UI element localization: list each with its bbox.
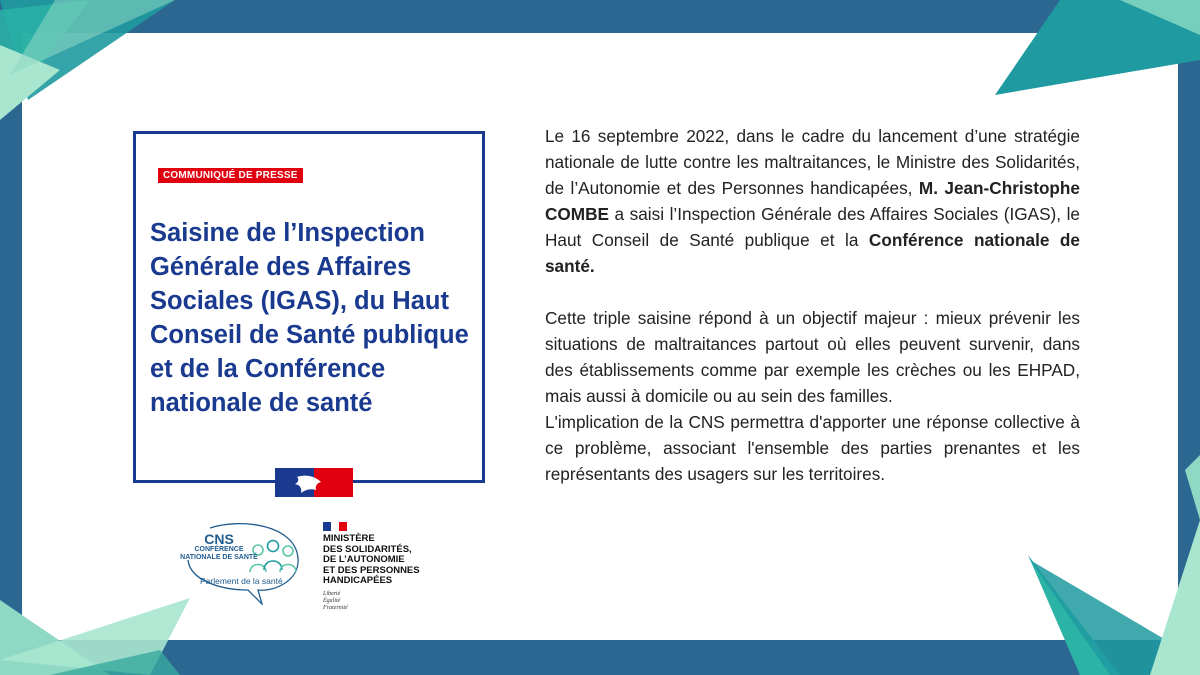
body-text — [545, 123, 1080, 487]
p1-text-a: Le 16 septembre 2022, dans le cadre du lancement d’une stratégie nationale de lutte contre les maltraitances, le Ministre des Solidarités, de l’Autonomie et des Personnes handicapées, — [545, 126, 1080, 198]
cns-abbr: CNS — [204, 531, 234, 547]
press-release-title: Saisine de l’Inspection Générale des Affaires Sociales (IGAS), du Haut Conseil de Santé publique et de la Conférence nationale de santé — [150, 219, 469, 417]
cns-logo — [180, 520, 305, 605]
p1-text-c: a saisi l’Inspection Générale des Affaires Sociales (IGAS), le Haut Conseil de Santé publique et la — [545, 204, 1080, 250]
press-release-badge: COMMUNIQUÉ DE PRESSE — [158, 168, 303, 183]
paragraph-objective: Cette triple saisine répond à un objectif majeur : mieux prévenir les situations de maltraitances partout où elles peuvent survenir, dans des établissements comme par exemple les crèches ou les EHPAD, mais aussi à domicile ou au sein des familles. — [545, 308, 1080, 406]
marianne-flag-icon — [323, 522, 347, 531]
press-release-box — [133, 131, 485, 483]
paragraph-announcement — [545, 123, 1080, 279]
ministry-name: MINISTÈRE DES SOLIDARITÉS, DE L’AUTONOMIE ET DES PERSONNES HANDICAPÉES — [323, 533, 420, 586]
cns-name-bold: Conférence nationale de santé. — [545, 230, 1080, 276]
cns-full-name: CONFÉRENCE NATIONALE DE SANTÉ — [180, 546, 258, 561]
cns-text — [180, 520, 258, 562]
cns-tagline: Parlement de la santé — [200, 576, 283, 586]
minister-name: M. Jean-Christophe COMBE — [545, 178, 1080, 224]
paragraph-cns-role: L'implication de la CNS permettra d'apporter une réponse collective à ce problème, associant l'ensemble des parties prenantes et les représentants des usagers sur les territoires. — [545, 412, 1080, 484]
marianne-flag-icon — [275, 468, 353, 497]
ministry-logo — [323, 522, 443, 612]
ministry-motto: Liberté Égalité Fraternité — [323, 590, 348, 611]
